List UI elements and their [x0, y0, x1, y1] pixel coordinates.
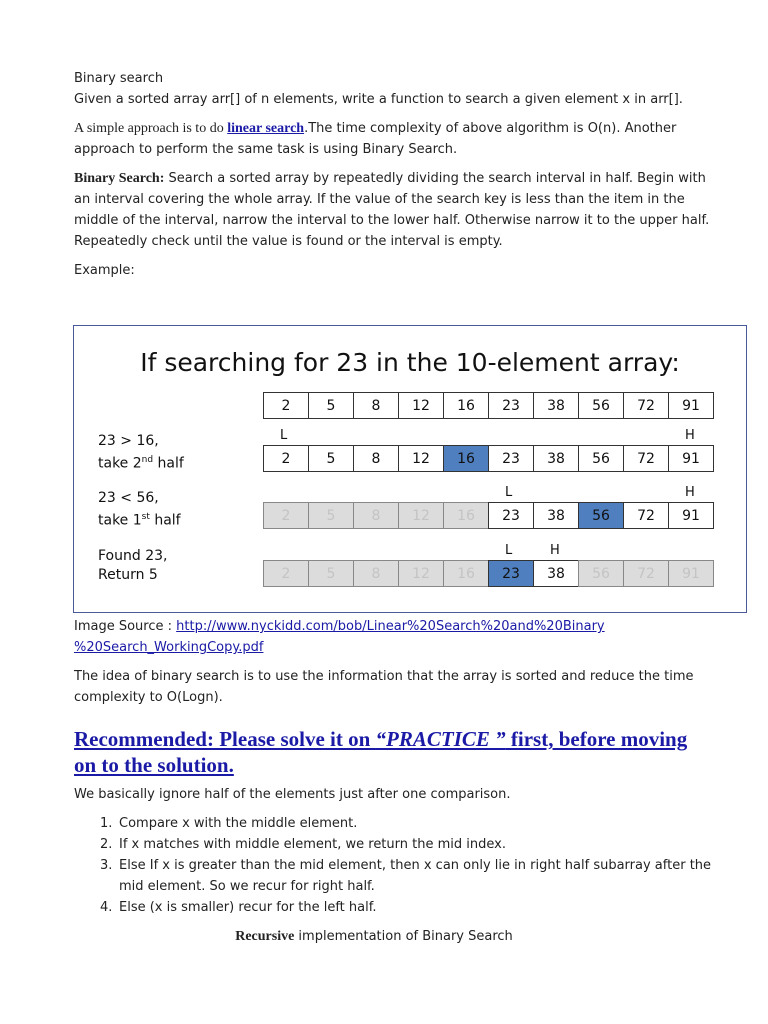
binary-search-text: Search a sorted array by repeatedly dividing the search interval in half. Begin with an interval covering the whole array. If the value of the search key is less than the item in the middle of the interval, narrow the interval to the lower half. Otherwise narrow it to the upper half. Repeatedly check until the value is found or the interval is empty. — [74, 171, 710, 249]
simple-approach-prefix: A simple approach is to do — [74, 121, 228, 136]
array-cell: 8 — [353, 392, 399, 419]
step-text: If x matches with middle element, we return the mid index. — [119, 837, 506, 852]
array-cell: 8 — [353, 502, 399, 529]
binary-search-figure — [73, 325, 747, 613]
simple-approach-suffix: .The time complexity of above algorithm is O(n). Another approach to perform the same task is using Binary Search. — [74, 121, 677, 157]
recommended-practice: “PRACTICE ” — [375, 727, 506, 751]
low-marker: L — [505, 485, 513, 500]
array-cell: 5 — [308, 445, 354, 472]
figure-title: If searching for 23 in the 10-element array: — [140, 348, 680, 377]
array-cell: 16 — [443, 560, 489, 587]
array-cell: 12 — [398, 560, 444, 587]
high-marker: H — [550, 543, 560, 558]
document-body-lower — [74, 616, 714, 947]
idea-paragraph: The idea of binary search is to use the information that the array is sorted and reduce the time complexity to O(Logn). — [74, 669, 694, 705]
steps-list — [74, 813, 714, 918]
array-cell: 23 — [488, 560, 534, 587]
high-marker: H — [685, 428, 695, 443]
step-number: 4. — [100, 900, 113, 915]
array-cell: 23 — [488, 502, 534, 529]
doc-title-line: Binary search — [74, 71, 164, 86]
array-cell: 91 — [668, 445, 714, 472]
array-cell: 2 — [263, 560, 309, 587]
array-cell: 91 — [668, 560, 714, 587]
list-item — [74, 813, 714, 834]
step-text: Else If x is greater than the mid element, then x can only lie in right half subarray after the mid element. So we recur for right half. — [119, 858, 712, 894]
recursive-bold: Recursive — [235, 929, 295, 944]
step-number: 3. — [100, 858, 113, 873]
step-label: Found 23, Return 5 — [98, 548, 168, 583]
array-cell: 2 — [263, 502, 309, 529]
array-cell: 56 — [578, 560, 624, 587]
image-source-url-line1: http://www.nyckidd.com/bob/Linear%20Search%20and%20Binary — [176, 619, 605, 634]
recommended-prefix: Recommended: Please solve it on — [74, 727, 376, 751]
intro-paragraph: Given a sorted array arr[] of n elements, write a function to search a given element x in arr[]. — [74, 92, 683, 107]
array-cell: 16 — [443, 502, 489, 529]
high-marker: H — [685, 485, 695, 500]
recursive-caption — [74, 926, 714, 947]
array-row — [264, 560, 714, 587]
list-item — [74, 855, 714, 897]
image-source-label: Image Source : — [74, 619, 177, 634]
array-cell: 56 — [578, 445, 624, 472]
array-row — [264, 392, 714, 419]
array-cell: 38 — [533, 392, 579, 419]
array-cell: 38 — [533, 445, 579, 472]
step-label: 23 < 56, take 1st half — [98, 490, 181, 529]
ignore-paragraph: We basically ignore half of the elements just after one comparison. — [74, 787, 511, 802]
array-cell: 72 — [623, 560, 669, 587]
array-cell: 16 — [443, 445, 489, 472]
array-cell: 5 — [308, 560, 354, 587]
array-row — [264, 502, 714, 529]
list-item — [74, 897, 714, 918]
linear-search-link[interactable]: linear search — [227, 121, 305, 136]
array-cell: 8 — [353, 560, 399, 587]
array-cell: 72 — [623, 445, 669, 472]
document-body — [74, 68, 714, 281]
list-item — [74, 834, 714, 855]
array-cell: 23 — [488, 445, 534, 472]
step-label: 23 > 16, take 2nd half — [98, 433, 184, 472]
array-cell: 91 — [668, 392, 714, 419]
array-cell: 56 — [578, 502, 624, 529]
array-cell: 72 — [623, 502, 669, 529]
array-cell: 5 — [308, 392, 354, 419]
array-cell: 5 — [308, 502, 354, 529]
recommended-suffix: first, before moving on to the solution. — [74, 727, 688, 777]
binary-search-label: Binary Search: — [74, 171, 165, 186]
array-cell: 91 — [668, 502, 714, 529]
array-cell: 2 — [263, 445, 309, 472]
low-marker: L — [280, 428, 288, 443]
recursive-rest: implementation of Binary Search — [294, 929, 513, 944]
recommended-link[interactable] — [74, 726, 714, 778]
array-cell: 12 — [398, 502, 444, 529]
array-cell: 72 — [623, 392, 669, 419]
array-cell: 38 — [533, 560, 579, 587]
array-cell: 16 — [443, 392, 489, 419]
simple-approach-paragraph — [74, 118, 714, 160]
example-label: Example: — [74, 263, 135, 278]
step-number: 1. — [100, 816, 113, 831]
array-cell: 12 — [398, 445, 444, 472]
low-marker: L — [505, 543, 513, 558]
image-source-url-line2: %20Search_WorkingCopy.pdf — [74, 640, 264, 655]
array-cell: 12 — [398, 392, 444, 419]
step-text: Else (x is smaller) recur for the left half. — [119, 900, 377, 915]
array-cell: 38 — [533, 502, 579, 529]
step-text: Compare x with the middle element. — [119, 816, 358, 831]
binary-search-definition — [74, 168, 714, 252]
step-number: 2. — [100, 837, 113, 852]
image-source — [74, 616, 714, 658]
array-cell: 56 — [578, 392, 624, 419]
array-row — [264, 445, 714, 472]
array-cell: 23 — [488, 392, 534, 419]
array-cell: 8 — [353, 445, 399, 472]
array-cell: 2 — [263, 392, 309, 419]
